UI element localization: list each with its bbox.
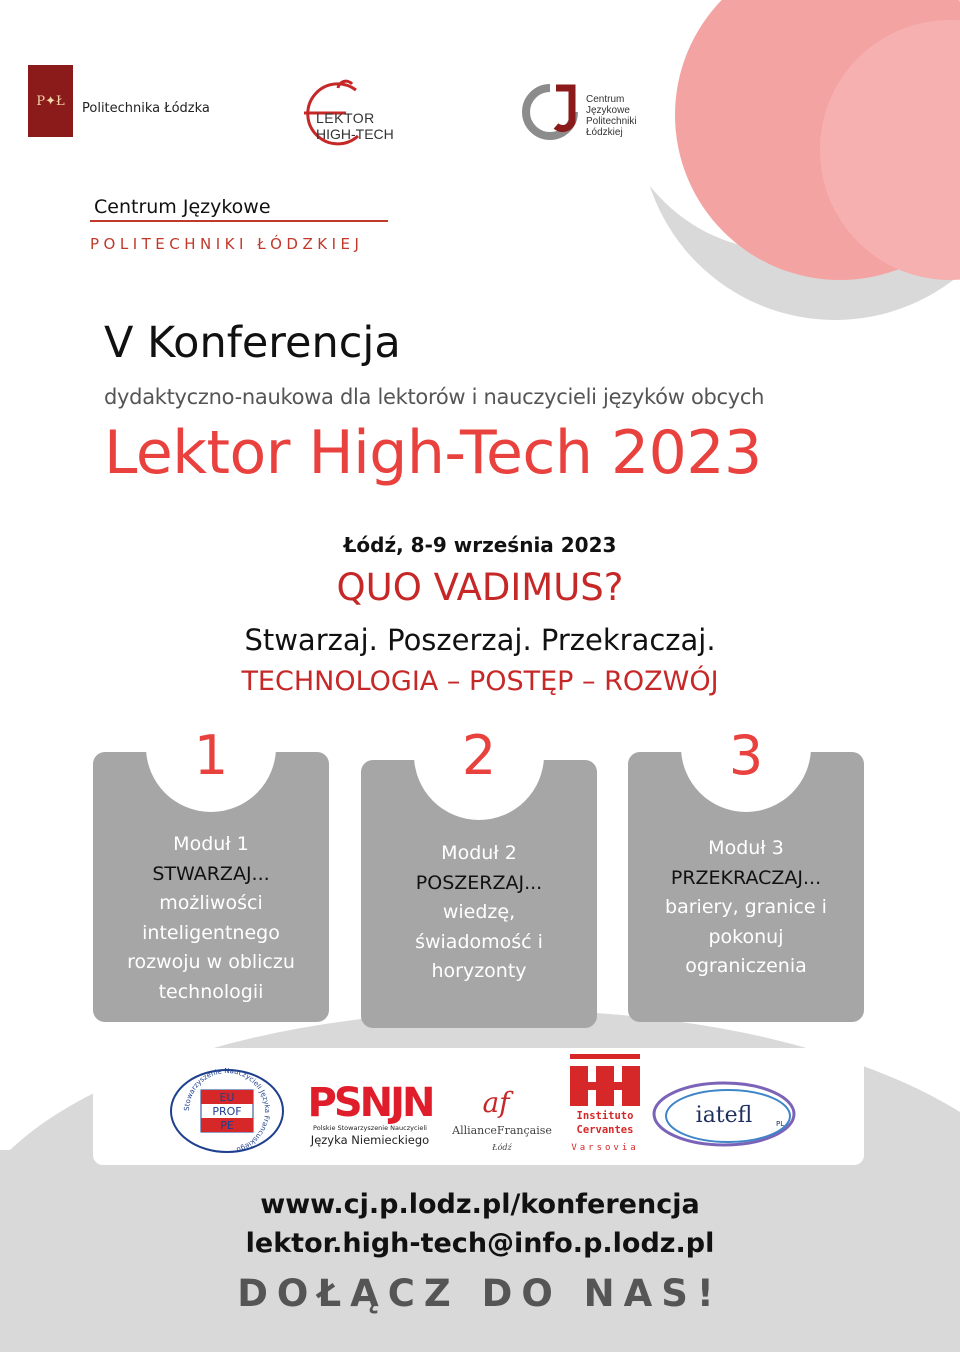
psnjn-line1: Polskie Stowarzyszenie Nauczycieli	[313, 1124, 427, 1132]
module-1-desc-2: inteligentnego	[142, 921, 280, 944]
cervantes-line3: Varsovia	[571, 1143, 639, 1153]
module-2-number: 2	[461, 724, 497, 787]
europrofpe-prof: PROF	[212, 1105, 242, 1118]
module-2-text	[371, 839, 587, 987]
conference-themes: TECHNOLOGIA – POSTĘP – ROZWÓJ	[241, 666, 719, 697]
conference-slogan: Stwarzaj. Poszerzaj. Przekraczaj.	[244, 623, 716, 657]
politechnika-logo	[28, 65, 73, 137]
iatefl-wordmark: iatefl	[695, 1103, 753, 1128]
module-2-desc-2: świadomość i	[415, 930, 543, 953]
module-3-text	[638, 834, 854, 982]
iatefl-suffix: PL	[776, 1120, 785, 1128]
psnjn-logo-icon	[303, 1068, 438, 1154]
conference-name: Lektor High-Tech 2023	[104, 418, 762, 488]
europrofpe-eu: EU	[219, 1091, 235, 1104]
module-2-action: POSZERZAJ...	[415, 871, 543, 894]
centrum-jezykowe-logo-icon	[520, 82, 580, 142]
module-2-desc-3: horyzonty	[431, 960, 527, 982]
cj-logo-line4: Łódzkiej	[586, 127, 623, 138]
lektor-logo-line1: LEKTOR	[316, 110, 375, 126]
module-2-label: Moduł 2	[441, 842, 517, 864]
module-card-2	[361, 760, 597, 1028]
module-3-desc-1: bariery, granice i	[665, 896, 827, 918]
europrofpe-ring-text: Stowarzyszenie Nauczycieli Języka Francuskiego	[182, 1068, 272, 1154]
alliance-francaise-logo-icon	[452, 1078, 556, 1156]
module-1-desc-1: możliwości	[159, 892, 263, 914]
conference-date: Łódź, 8-9 września 2023	[343, 533, 617, 557]
cj-logo-line1: Centrum	[586, 94, 625, 105]
conference-title: V Konferencja	[104, 318, 401, 368]
cervantes-line2: Cervantes	[576, 1124, 634, 1136]
psnjn-line2: Języka Niemieckiego	[310, 1133, 430, 1147]
af-city: Łódź	[492, 1143, 512, 1152]
module-3-number: 3	[728, 724, 764, 787]
af-name: AllianceFrançaise	[452, 1124, 552, 1137]
conference-subtitle: dydaktyczno-naukowa dla lektorów i nauczycieli języków obcych	[104, 385, 765, 409]
header-title: Centrum Językowe	[94, 196, 271, 218]
module-1-label: Moduł 1	[173, 833, 249, 855]
module-3-desc-3: ograniczenia	[685, 955, 807, 977]
cj-logo-line3: Politechniki	[586, 116, 637, 127]
politechnika-name: Politechnika Łódzka	[82, 101, 210, 116]
module-2-desc-1: wiedzę,	[442, 901, 516, 923]
politechnika-logo-mark: P✦Ł	[36, 93, 65, 109]
psnjn-wordmark: PSNJN	[307, 1080, 433, 1126]
module-3-action: PRZEKRACZAJ...	[670, 866, 822, 889]
join-us-cta: DOŁĄCZ DO NAS!	[237, 1272, 723, 1315]
centrum-jezykowe-logo-text	[586, 94, 666, 138]
module-1-number: 1	[193, 724, 229, 787]
lektor-logo-line2: HIGH-TECH	[316, 126, 394, 142]
header-subtitle: POLITECHNIKI ŁÓDZKIEJ	[90, 235, 364, 253]
af-mark: af	[482, 1086, 510, 1119]
iatefl-logo-icon	[652, 1078, 798, 1150]
module-card-3	[628, 752, 864, 1022]
module-1-desc-4: technologii	[158, 980, 264, 1003]
module-1-action: STWARZAJ...	[152, 862, 270, 885]
module-1-text	[103, 830, 319, 1007]
instituto-cervantes-logo-icon	[562, 1048, 647, 1156]
module-1-desc-3: rozwoju w obliczu	[127, 951, 295, 973]
module-card-1	[93, 752, 329, 1022]
module-3-desc-2: pokonuj	[708, 925, 784, 948]
conference-motto: QUO VADIMUS?	[336, 566, 624, 609]
website-link[interactable]: www.cj.p.lodz.pl/konferencja	[260, 1189, 700, 1220]
module-3-label: Moduł 3	[708, 837, 784, 859]
europrofpe-pe: PE	[220, 1119, 234, 1132]
email-link[interactable]: lektor.high-tech@info.p.lodz.pl	[245, 1228, 715, 1259]
cj-logo-line2: Językowe	[586, 105, 630, 116]
europrofpe-logo-icon	[168, 1068, 286, 1154]
cervantes-line1: Instituto	[576, 1110, 634, 1122]
header-divider	[90, 220, 388, 222]
